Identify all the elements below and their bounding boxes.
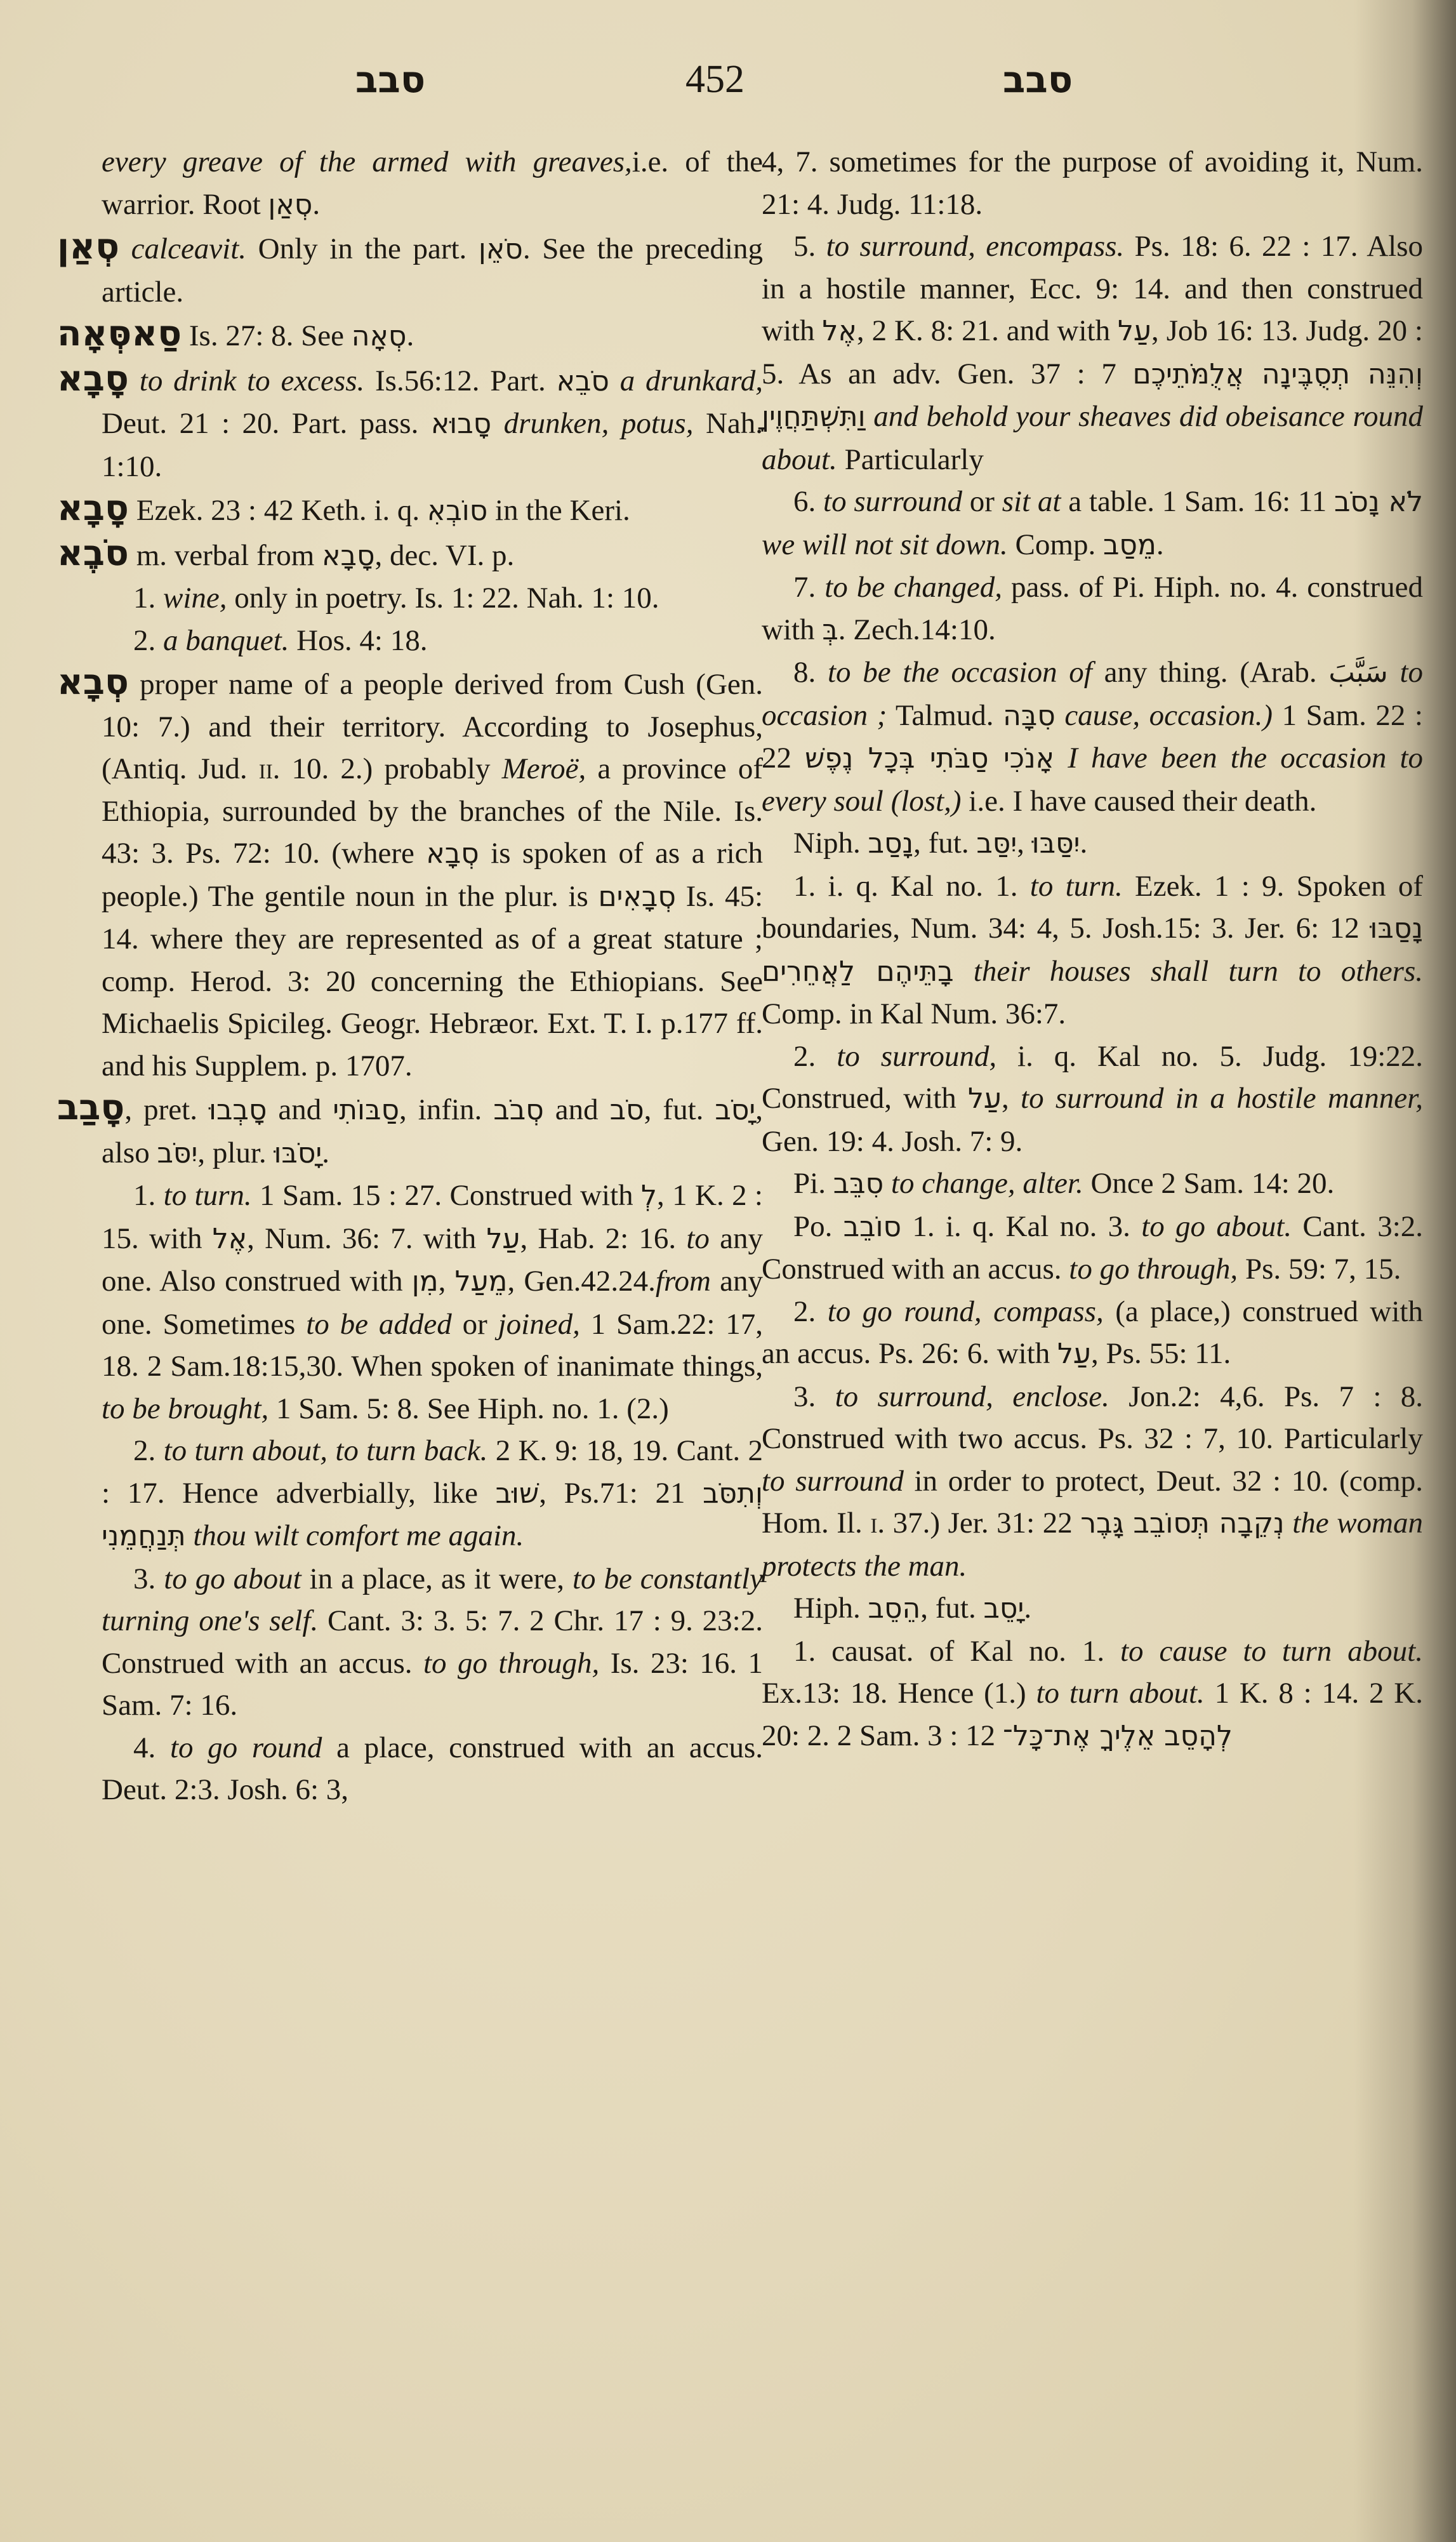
body-text: Is. 23: 16. 1 Sam. 7: 16. [102,1646,763,1722]
gloss-italic: drunken, potus, [491,407,694,440]
body-text: . [322,1136,330,1169]
gloss-italic: to turn about, to turn back. [163,1434,488,1467]
headword: סֹבֶא [57,532,129,574]
body-text: Once 2 Sam. 14: 20. [1083,1167,1335,1200]
body-text: , [438,1265,455,1298]
body-text: 2. [793,1039,837,1073]
gloss-italic: the woman protects the man. [762,1507,1424,1583]
hebrew-word: נְקֵבָה תְּסוֹבֵב גָּבֶר [1080,1507,1285,1540]
dictionary-entry [57,1087,763,1175]
running-head-right-word: סבב [1003,58,1073,101]
dictionary-entry [57,532,763,578]
body-text: , Ps. 55: 11. [1091,1337,1231,1370]
body-text: 7. [793,571,825,604]
body-text: in order to protect, Deut. 32 : 10. (comp. Hom. Il. [762,1464,1423,1540]
body-text: 3. [793,1380,835,1413]
entry-sense [762,1035,1423,1163]
hebrew-word: סְבָאִים [598,880,676,913]
running-head [0,51,1456,108]
entry-sense [762,566,1423,651]
body-text: in a place, as it were, [301,1562,572,1595]
gloss-italic: and behold your sheaves did obeisance round about. [762,400,1423,476]
hebrew-word: לְ [641,1180,658,1212]
gloss-italic: to surround, [837,1039,997,1073]
gloss-italic: to surround [762,1464,904,1498]
gloss-italic: to be the occasion of [827,656,1092,689]
body-text: any thing. (Arab. [1092,656,1329,689]
body-text: , Num. 36: 7. with [247,1221,487,1255]
hebrew-word: סֹבֵא [556,364,609,397]
body-text: 5. [793,230,826,263]
body-text: Hiph. [793,1592,868,1625]
body-text: 2. [133,623,163,657]
body-text: i. q. Kal no. 5. Judg. 19:22. Construed, with [762,1039,1423,1115]
body-text: a province of Ethiopia, surrounded by the branches of the Nile. Is. 43: 3. Ps. 72: 10. (where [102,752,763,870]
body-text: or [451,1307,498,1341]
body-text: and [267,1093,333,1126]
body-text: or [962,485,1002,518]
body-text: 37.) Jer. 31: 22 [885,1507,1081,1540]
hebrew-word: יָסֵב [983,1592,1024,1625]
body-text: , plur. [197,1136,274,1169]
body-text: any one. Also construed with [102,1221,763,1298]
body-text: , 1 K. 2 : 15. with [102,1179,763,1255]
body-text: Is.56:12. Part. [364,364,557,397]
gloss-italic: every greave of the armed with greaves, [102,145,632,178]
hebrew-word: אֶל [212,1222,248,1255]
body-text: i.e. I have caused their death. [961,784,1317,818]
body-text: only in poetry. Is. 1: 22. Nah. 1: 10. [227,582,659,615]
body-text: Only in the part. [246,232,479,265]
hebrew-word: נָסַבּוּ בָתֵּיהֶם לַאֲחֵרִים [762,912,1423,988]
body-text: , 2 K. 8: 21. and with [856,314,1118,347]
hebrew-word: סַבּוֹתִי [333,1094,400,1126]
body-text: Ezek. 23 : 42 Keth. i. q. [128,494,427,527]
gloss-italic: to be constantly turning one's self. [102,1562,763,1637]
headword: סָבָא [57,488,129,529]
body-text: Talmud. [887,698,1003,732]
hebrew-word: וְהִנֵּה תְסֻבֶּינָה אֲלֻמֹּתֵיכֶם וַתִּשְׁתַּחֲוֶיןָ [762,357,1423,433]
headword: סְבָא [57,662,129,703]
body-text: . [312,187,321,221]
body-text: 1. [133,582,163,615]
hebrew-word: בְּ [822,613,838,646]
headword: סָבָא [57,357,129,399]
body-text: 1 Sam. 22 : 22 [762,698,1423,775]
body-text: . Zech.14:10. [838,613,996,646]
small-caps-numeral: ii. [258,752,281,785]
gloss-italic: I have been the occasion to every soul (lost,) [762,742,1424,818]
gloss-italic: to go round [169,1731,322,1764]
body-text: and [543,1093,610,1126]
left-column [57,141,764,1811]
body-text: 1. causat. of Kal no. 1. [793,1634,1120,1668]
body-text: , pret. [124,1093,209,1126]
entry-sense [762,481,1423,566]
continued-text [762,141,1423,225]
body-text: Is. 45: 14. where they are represented as of a great stature ; comp. Herod. 3: 20 concerning the Ethiopians. See Michaelis Spicileg. Geogr. Hebræor. Ext. T. I. p.177 ff. and his Supplem. p. 1707. [102,879,763,1082]
hebrew-word: סֹאֵן [478,233,523,265]
dictionary-entry [57,488,763,533]
body-text: 2. [133,1434,164,1467]
body-text: a table. 1 Sam. 16: 11 [1061,485,1334,518]
hebrew-word: מֵעַל [454,1265,508,1298]
gloss-italic: a drunkard, [609,364,763,397]
hebrew-word: סָבָא [322,539,375,572]
entry-sense [762,1376,1423,1588]
entry-sense [762,1162,1423,1206]
hebrew-word: מֵסַב [1102,528,1156,561]
entry-sense [102,1558,763,1727]
body-text: proper name of a people derived from Cush (Gen. 10: 7.) and their territory. According to Josephus, (Antiq. Jud. [102,668,763,785]
gloss-italic: wine, [163,582,227,615]
hebrew-word: סָבְבוּ [208,1094,267,1126]
entry-sense [102,620,763,662]
body-text: , fut. [644,1093,715,1126]
dictionary-entry [57,313,763,358]
small-caps-numeral: i. [870,1507,885,1540]
body-text: Ps. 59: 7, 15. [1238,1253,1401,1286]
body-text: Cant. 3: 3. 5: 7. 2 Chr. 17 : 9. 23:2. Construed with an accus. [102,1604,763,1680]
body-text: , Job 16: 13. Judg. 20 : 5. As an adv. Gen. 37 : 7 [762,314,1423,390]
hebrew-word: יִסַּב [976,827,1017,860]
gloss-italic: to surround, enclose. [835,1380,1109,1413]
hebrew-word: סוֹבֵב [843,1210,902,1243]
body-text: , dec. VI. p. [374,538,515,572]
body-text: 3. [133,1562,164,1595]
body-text: 1 K. 8 : 14. 2 K. 20: 2. 2 Sam. 3 : 12 [762,1677,1423,1752]
body-text: (a place,) construed with an accus. Ps. 26: 6. with [762,1294,1423,1370]
gloss-italic: calceavit. [119,232,247,265]
hebrew-word: יִסֹּב [157,1136,198,1169]
hebrew-word: יִסַּבּוּ [1031,827,1080,860]
body-text: 1. i. q. Kal no. 1. [793,869,1030,903]
hebrew-word: עַל [968,1082,1002,1115]
body-text: 1 Sam. 5: 8. See Hiph. no. 1. (2.) [268,1392,669,1425]
hebrew-word: סָבוּא [430,408,492,440]
gloss-italic: sit at [1002,485,1061,518]
arabic-word: سَبَّبَ [1328,656,1388,689]
headword: סַאסְּאָה [57,313,182,354]
body-text: , [1002,1082,1021,1115]
gloss-italic: to be added [306,1307,452,1341]
hebrew-word: יָסֹב [715,1094,756,1126]
body-text: Deut. 21 : 20. Part. pass. [102,407,431,440]
body-text: . [1080,827,1088,860]
body-text: , Ps.71: 21 [539,1476,703,1510]
body-text: m. verbal from [128,538,322,572]
gloss-italic: to go round, compass, [827,1294,1104,1328]
body-text: 10. 2.) probably [280,752,502,785]
hebrew-word: עַל [1057,1338,1092,1370]
gloss-italic: to [686,1221,710,1255]
body-text: , Gen.42.24. [507,1265,656,1298]
hebrew-word: הֵסֵב [868,1592,921,1625]
body-text: Gen. 19: 4. Josh. 7: 9. [762,1124,1023,1158]
body-text: Niph. [793,827,868,860]
body-text: Nah. 1:10. [102,407,763,483]
body-text: 1. [133,1179,164,1212]
body-text: is spoken of as a rich people.) The gentile noun in the plur. is [102,837,763,913]
body-text: , fut. [913,827,977,860]
gloss-italic: their houses shall turn to others. [953,954,1423,988]
hebrew-word: אָנֹכִי סַבֹּתִי בְּכָל נֶפֶשׁ [805,742,1055,775]
gloss-italic: to surround, encompass. [826,230,1125,263]
page-number: 452 [685,58,745,101]
hebrew-word: מִן [411,1265,439,1298]
gloss-italic: to turn about. [1036,1677,1205,1710]
hebrew-word: סְבֹב [493,1094,544,1126]
dictionary-entry [57,662,763,1087]
dictionary-entry [57,226,763,313]
entry-sense [762,1291,1423,1376]
continued-text [102,141,763,226]
hebrew-word: סְאַן [268,188,313,221]
hebrew-word: סִבָּה [1003,699,1056,732]
gloss-italic: to surround in a hostile manner, [1021,1082,1424,1115]
body-text: , Hab. 2: 16. [520,1221,687,1255]
hebrew-word: אֶל [822,315,857,347]
entry-sense [102,1175,763,1430]
gloss-italic: joined, [498,1307,580,1341]
right-column [762,141,1423,1757]
body-text: Hos. 4: 18. [289,623,428,657]
headword: סְאַן [57,226,120,267]
gloss-italic: to be brought, [102,1392,269,1425]
hebrew-word: יָסֹבּוּ [274,1136,322,1169]
hebrew-word: סִבֵּב [833,1168,884,1200]
body-text: . [406,319,414,352]
gloss-italic: to go through, [423,1646,600,1680]
gloss-italic: to surround [823,485,962,518]
body-text: , also [102,1093,763,1169]
body-text: Po. [793,1209,844,1243]
body-text: 1 Sam.22: 17, 18. 2 Sam.18:15,30. When spoken of inanimate things, [102,1307,764,1383]
body-text: in the Keri. [487,494,630,527]
body-text: Is. 27: 8. See [182,319,352,352]
hebrew-word: לֹא נָסֹב [1334,486,1424,518]
hebrew-word: סְאָה [351,320,407,352]
gloss-italic: to be changed, [824,571,1003,604]
gloss-italic: to drink to excess. [128,364,365,397]
body-text: , [1017,827,1032,860]
hebrew-word: וְתִסֹּב תְּנַחֲמֵנִי [102,1477,763,1552]
body-text: 4, 7. sometimes for the purpose of avoiding it, Num. 21: 4. Judg. 11:18. [762,145,1423,221]
gloss-italic: thou wilt comfort me again. [185,1519,524,1552]
entry-sense [102,577,763,620]
body-text: Ps. 18: 6. 22 : 17. Also in a hostile manner, Ecc. 9: 14. and then construed with [762,230,1423,347]
body-text: Comp. in Kal Num. 36:7. [762,997,1066,1030]
hebrew-word: עַל [1118,315,1152,347]
body-text: a place, construed with an accus. Deut. 2:3. Josh. 6: 3, [102,1731,764,1806]
gloss-italic: a banquet. [163,623,289,657]
hebrew-word: סְבָא [426,837,479,870]
headword: סָבַב [57,1087,125,1128]
body-text: 8. [793,656,828,689]
body-text: pass. of Pi. Hiph. no. 4. construed with [762,571,1424,646]
body-text: Ezek. 1 : 9. Spoken of boundaries, Num. 34: 4, 5. Josh.15: 3. Jer. 6: 12 [762,869,1423,945]
hebrew-word: סֹב [609,1094,644,1126]
gloss-italic: from [655,1265,711,1298]
dictionary-entry [57,357,763,488]
running-head-left-word: סבב [355,58,426,101]
gloss-italic: to cause to turn about. [1120,1634,1423,1668]
entry-sense [102,1430,763,1558]
gloss-italic: we will not sit down. [762,528,1008,561]
hebrew-word: נָסַב [868,827,914,860]
entry-sense [762,1206,1423,1291]
body-text: 1 Sam. 15 : 27. Construed with [251,1179,641,1212]
gloss-italic: to turn. [163,1179,252,1212]
body-text: any one. Sometimes [102,1265,763,1341]
entry-sense [762,822,1423,865]
body-text: Cant. 3:2. Construed with an accus. [762,1209,1424,1286]
body-text: 1. i. q. Kal no. 3. [901,1209,1142,1243]
gloss-italic: Meroë, [501,752,586,785]
body-text: Particularly [837,443,984,476]
body-text: 2. [793,1294,828,1328]
body-text: 2 K. 9: 18, 19. Cant. 2 : 17. Hence adverbially, like [102,1434,763,1510]
gloss-italic: to change, alter. [884,1167,1083,1200]
entry-sense [762,1587,1423,1630]
body-text: , fut. [920,1592,984,1625]
body-text: Ex.13: 18. Hence (1.) [762,1677,1036,1710]
gloss-italic: to go about. [1141,1209,1292,1243]
body-text: . [1024,1592,1032,1625]
gloss-italic: to go about [164,1562,301,1595]
entry-sense [762,225,1423,481]
body-text: Jon.2: 4,6. Ps. 7 : 8. Construed with two accus. Ps. 32 : 7, 10. Particularly [762,1380,1423,1455]
gloss-italic: cause, occasion.) [1055,698,1273,732]
body-text: i.e. of the warrior. Root [102,145,763,221]
entry-sense [762,865,1423,1035]
hebrew-word: לְהָסֵב אֵלֶיךָ אֶת־כָּל־ [1002,1719,1233,1752]
entry-sense [102,1727,763,1811]
entry-sense [762,651,1423,822]
body-text: Pi. [793,1167,833,1200]
hebrew-word: עַל [486,1222,520,1255]
body-text: 6. [793,485,824,518]
gloss-italic: to occasion ; [762,656,1424,732]
hebrew-word: שׁוּב [495,1477,539,1510]
body-text: Comp. [1007,528,1103,561]
body-text: . See the preceding article. [102,232,763,309]
entry-sense [762,1630,1423,1758]
body-text: , infin. [399,1093,494,1126]
hebrew-word: סוֹבְאִ [427,495,488,527]
body-text: 4. [133,1731,170,1764]
body-text: . [1156,528,1164,561]
gloss-italic: to go through, [1069,1253,1238,1286]
gloss-italic: to turn. [1029,869,1123,903]
